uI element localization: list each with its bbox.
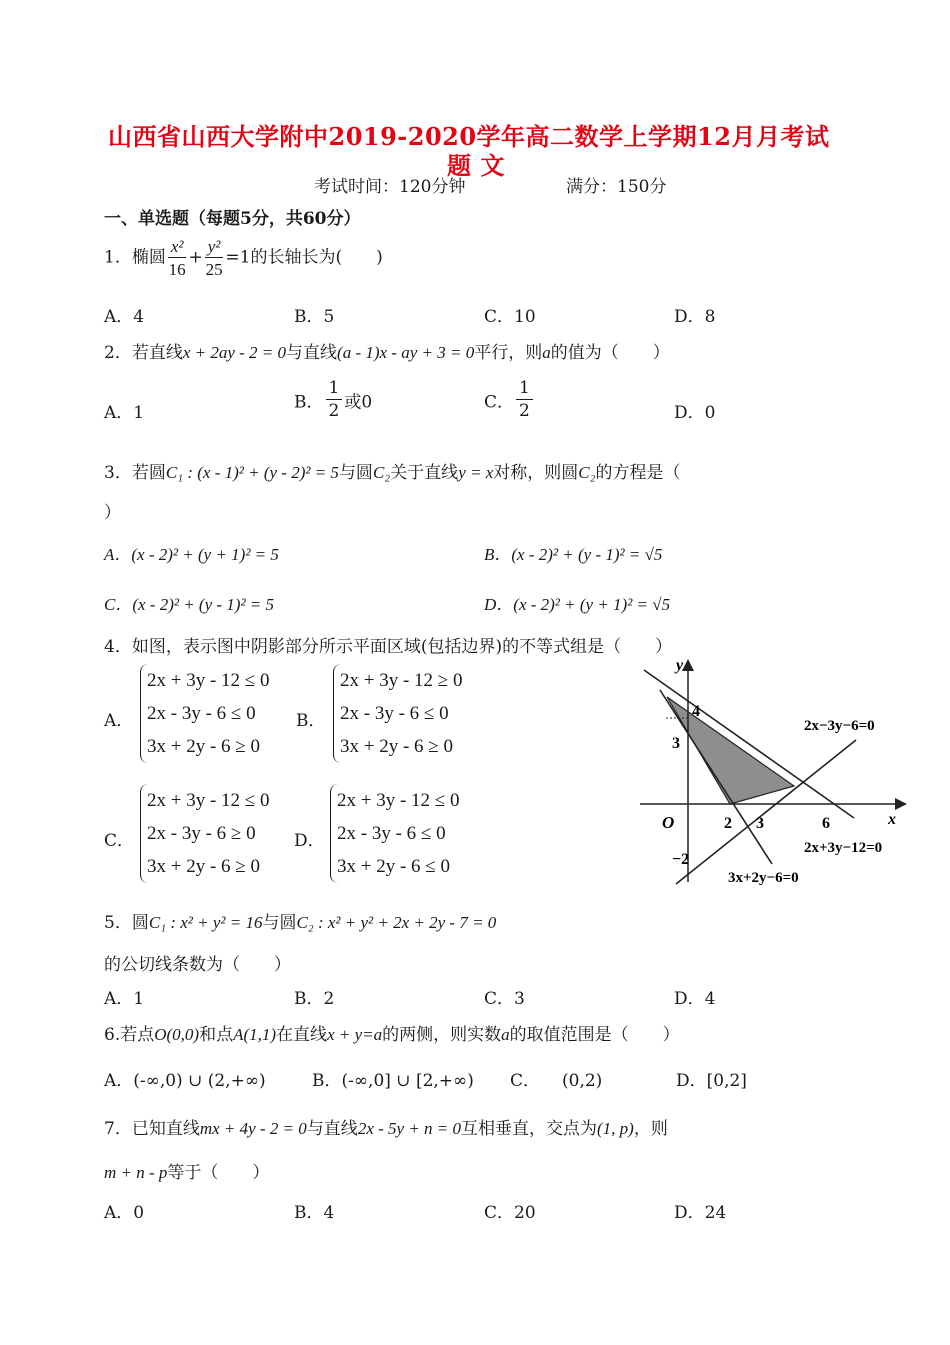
- q5-circle-c2: C₂ : x² + y² + 2x + 2y - 7 = 0: [296, 913, 497, 932]
- question-1: 1．椭圆 $\frac{\text{x²}}{16}$ + $\frac{\text{y²}}{25}$ =1的长轴长为( ): [104, 237, 383, 279]
- q2-option-b: B． $\frac{1}{2}$ 或0: [294, 378, 373, 421]
- tick-neg-2: −2: [672, 851, 690, 868]
- q3-option-c: C．(x - 2)² + (y - 1)² = 5: [104, 595, 275, 614]
- question-4: 4．如图，表示图中阴影部分所示平面区域(包括边界)的不等式组是（ ）: [104, 637, 673, 657]
- question-7-continued: m + n - p等于（ ）: [104, 1163, 270, 1183]
- section-heading: 一、单选题（每题5分，共60分）: [104, 209, 361, 229]
- q1-option-d: D．8: [674, 307, 716, 327]
- q1-option-b: B．5: [294, 307, 335, 327]
- q5-option-a: A．1: [104, 989, 145, 1009]
- q1-stem: 1．椭圆: [104, 247, 166, 268]
- q7-option-a: A．0: [104, 1203, 145, 1223]
- tick-3: 3: [672, 735, 680, 752]
- tick-4: 4: [692, 703, 700, 720]
- q4-system-b: 2x + 3y - 12 ≥ 0 2x - 3y - 6 ≤ 0 3x + 2y - 6 ≥ 0: [333, 664, 462, 763]
- q6-option-a: A．(-∞,0) ∪ (2,+∞): [104, 1071, 266, 1091]
- q2-option-c: C． $\frac{1}{2}$: [484, 380, 535, 420]
- y-axis-label: y: [676, 657, 684, 674]
- q3-close-paren: ）: [104, 503, 121, 523]
- q1-fraction-2: $\frac{\text{y²}}{25}$: [205, 237, 223, 279]
- q6-option-c: C． (0,2): [510, 1071, 603, 1091]
- question-5-continued: 的公切线条数为（ ）: [104, 955, 291, 975]
- q4-system-c: 2x + 3y - 12 ≤ 0 2x - 3y - 6 ≥ 0 3x + 2y - 6 ≥ 0: [140, 784, 269, 883]
- label-line-2x-3y-6: 2x−3y−6=0: [804, 718, 875, 734]
- line-2x-minus-3y-6: [676, 740, 856, 884]
- full-score: 满分：150分: [566, 177, 667, 197]
- exam-title-line2: 题 文: [447, 151, 505, 180]
- q7-option-d: D．24: [674, 1203, 727, 1223]
- q3-circle-c1: C₁ : (x - 1)² + (y - 2)² = 5: [165, 463, 339, 482]
- q2-option-d: D．0: [674, 403, 716, 423]
- q1-tail: =1的长轴长为( ): [225, 247, 383, 268]
- label-line-3x-2y-6: 3x+2y−6=0: [728, 870, 799, 886]
- shaded-region: [667, 697, 794, 804]
- q1-fraction-1: $\frac{\text{x²}}{16}$: [168, 237, 186, 279]
- tick-2: 2: [724, 815, 732, 832]
- question-5: 5．圆C₁ : x² + y² = 16与圆C₂ : x² + y² + 2x + 2y - 7 = 0: [104, 913, 497, 933]
- q1-option-c: C．10: [484, 307, 536, 327]
- q4-option-d-label: D．: [294, 831, 325, 851]
- question-7: 7．已知直线mx + 4y - 2 = 0与直线2x - 5y + n = 0互相垂直，交点为(1, p)，则: [104, 1119, 668, 1139]
- q3-option-a: A．(x - 2)² + (y + 1)² = 5: [104, 545, 279, 564]
- q2-line-1: x + 2ay - 2 = 0: [182, 343, 287, 362]
- exam-title-line1: 山西省山西大学附中2019-2020学年高二数学上学期12月月考试: [108, 122, 830, 151]
- q3-option-d: D．(x - 2)² + (y + 1)² = √5: [484, 595, 671, 614]
- q6-option-d: D．[0,2]: [676, 1071, 747, 1091]
- q6-option-b: B．(-∞,0] ∪ [2,+∞): [312, 1071, 474, 1091]
- q2-option-a: A．1: [104, 403, 145, 423]
- q5-circle-c1: C₁ : x² + y² = 16: [148, 913, 263, 932]
- q1-option-a: A．4: [104, 307, 145, 327]
- q4-option-c-label: C．: [104, 831, 135, 851]
- q5-option-c: C．3: [484, 989, 525, 1009]
- question-2: 2．若直线x + 2ay - 2 = 0与直线(a - 1)x - ay + 3 = 0平行，则a的值为（ ）: [104, 343, 670, 363]
- q4-option-b-label: B．: [296, 711, 326, 731]
- q3-option-b: B．(x - 2)² + (y - 1)² = √5: [484, 545, 663, 564]
- q4-system-d: 2x + 3y - 12 ≤ 0 2x - 3y - 6 ≤ 0 3x + 2y - 6 ≤ 0: [330, 784, 459, 883]
- q4-region-figure: [632, 652, 932, 892]
- label-line-2x-3y-12: 2x+3y−12=0: [804, 840, 883, 856]
- q5-option-d: D．4: [674, 989, 716, 1009]
- tick-6: 6: [822, 815, 830, 832]
- question-6: 6.若点O(0,0)和点A(1,1)在直线x + y=a的两侧，则实数a的取值范围是（ ）: [104, 1025, 680, 1045]
- q4-option-a-label: A．: [104, 711, 134, 731]
- q4-system-a: 2x + 3y - 12 ≤ 0 2x - 3y - 6 ≤ 0 3x + 2y - 6 ≥ 0: [140, 664, 269, 763]
- q7-option-b: B．4: [294, 1203, 335, 1223]
- origin-label: O: [662, 813, 675, 832]
- q7-option-c: C．20: [484, 1203, 536, 1223]
- tick-3-x: 3: [756, 815, 764, 832]
- q5-option-b: B．2: [294, 989, 335, 1009]
- exam-time: 考试时间：120分钟: [314, 177, 466, 197]
- question-3: 3．若圆C₁ : (x - 1)² + (y - 2)² = 5与圆C₂关于直线y = x对称，则圆C₂的方程是（: [104, 463, 681, 483]
- q2-line-2: (a - 1)x - ay + 3 = 0: [337, 343, 475, 362]
- x-axis-label: x: [888, 811, 896, 828]
